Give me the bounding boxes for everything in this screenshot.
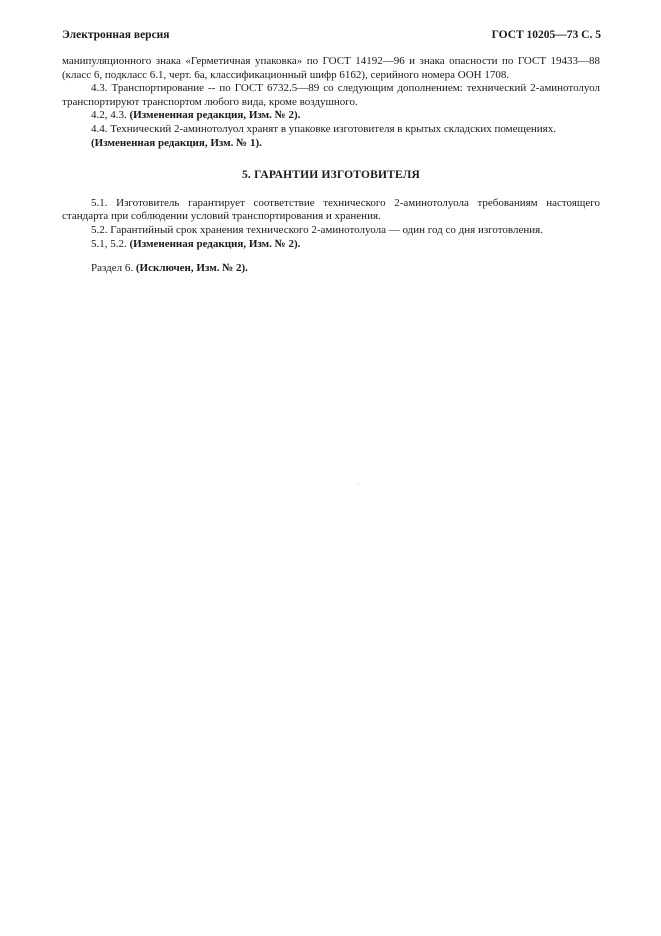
header-edition-label: Электронная версия <box>62 29 170 41</box>
paragraph-5-2: 5.2. Гарантийный срок хранения технического 2-аминотолуола — один год со дня изготовления. <box>91 223 543 236</box>
paragraph-5-1: 5.1. Изготовитель гарантирует соответствие технического 2-аминотолуола требованиям настоящего стандарта при соблюдении условий транспортирования и хранения. <box>62 196 600 223</box>
amendment-4-4: (Измененная редакция, Изм. № 1). <box>91 136 262 149</box>
amendment-clause-ref: 4.2, 4.3. <box>91 109 130 122</box>
paragraph-4-4: 4.4. Технический 2-аминотолуол хранят в упаковке изготовителя в крытых складских помещениях. <box>91 122 556 135</box>
section-6-status: (Исключен, Изм. № 2). <box>135 262 248 275</box>
amendment-note: (Измененная редакция, Изм. № 2). <box>129 237 301 250</box>
amendment-clause-ref: 5.1, 5.2. <box>91 237 130 250</box>
amendment-4-2-4-3 <box>62 109 600 123</box>
amendment-5-1-5-2 <box>62 238 600 252</box>
scan-speck <box>358 483 359 484</box>
section-6-note <box>62 262 600 276</box>
amendment-note: (Измененная редакция, Изм. № 2). <box>129 109 301 122</box>
paragraph-marking: манипуляционного знака «Герметичная упаковка» по ГОСТ 14192—96 и знака опасности по ГОСТ 19433—88 (класс 6, подкласс 6.1, черт. 6а, классификационный шифр 6162), серийного номера ООН 1708. <box>62 55 600 81</box>
header-standard-page: ГОСТ 10205—73 С. 5 <box>491 29 601 41</box>
section-6-ref: Раздел 6. <box>91 262 136 275</box>
paragraph-4-3: 4.3. Транспортирование -- по ГОСТ 6732.5—89 со следующим дополнением: технический 2-аминотолуол транспортируют транспортом любого вида, кроме воздушного. <box>62 82 600 108</box>
document-body <box>62 55 600 276</box>
section-5-title: 5. ГАРАНТИИ ИЗГОТОВИТЕЛЯ <box>241 169 421 182</box>
